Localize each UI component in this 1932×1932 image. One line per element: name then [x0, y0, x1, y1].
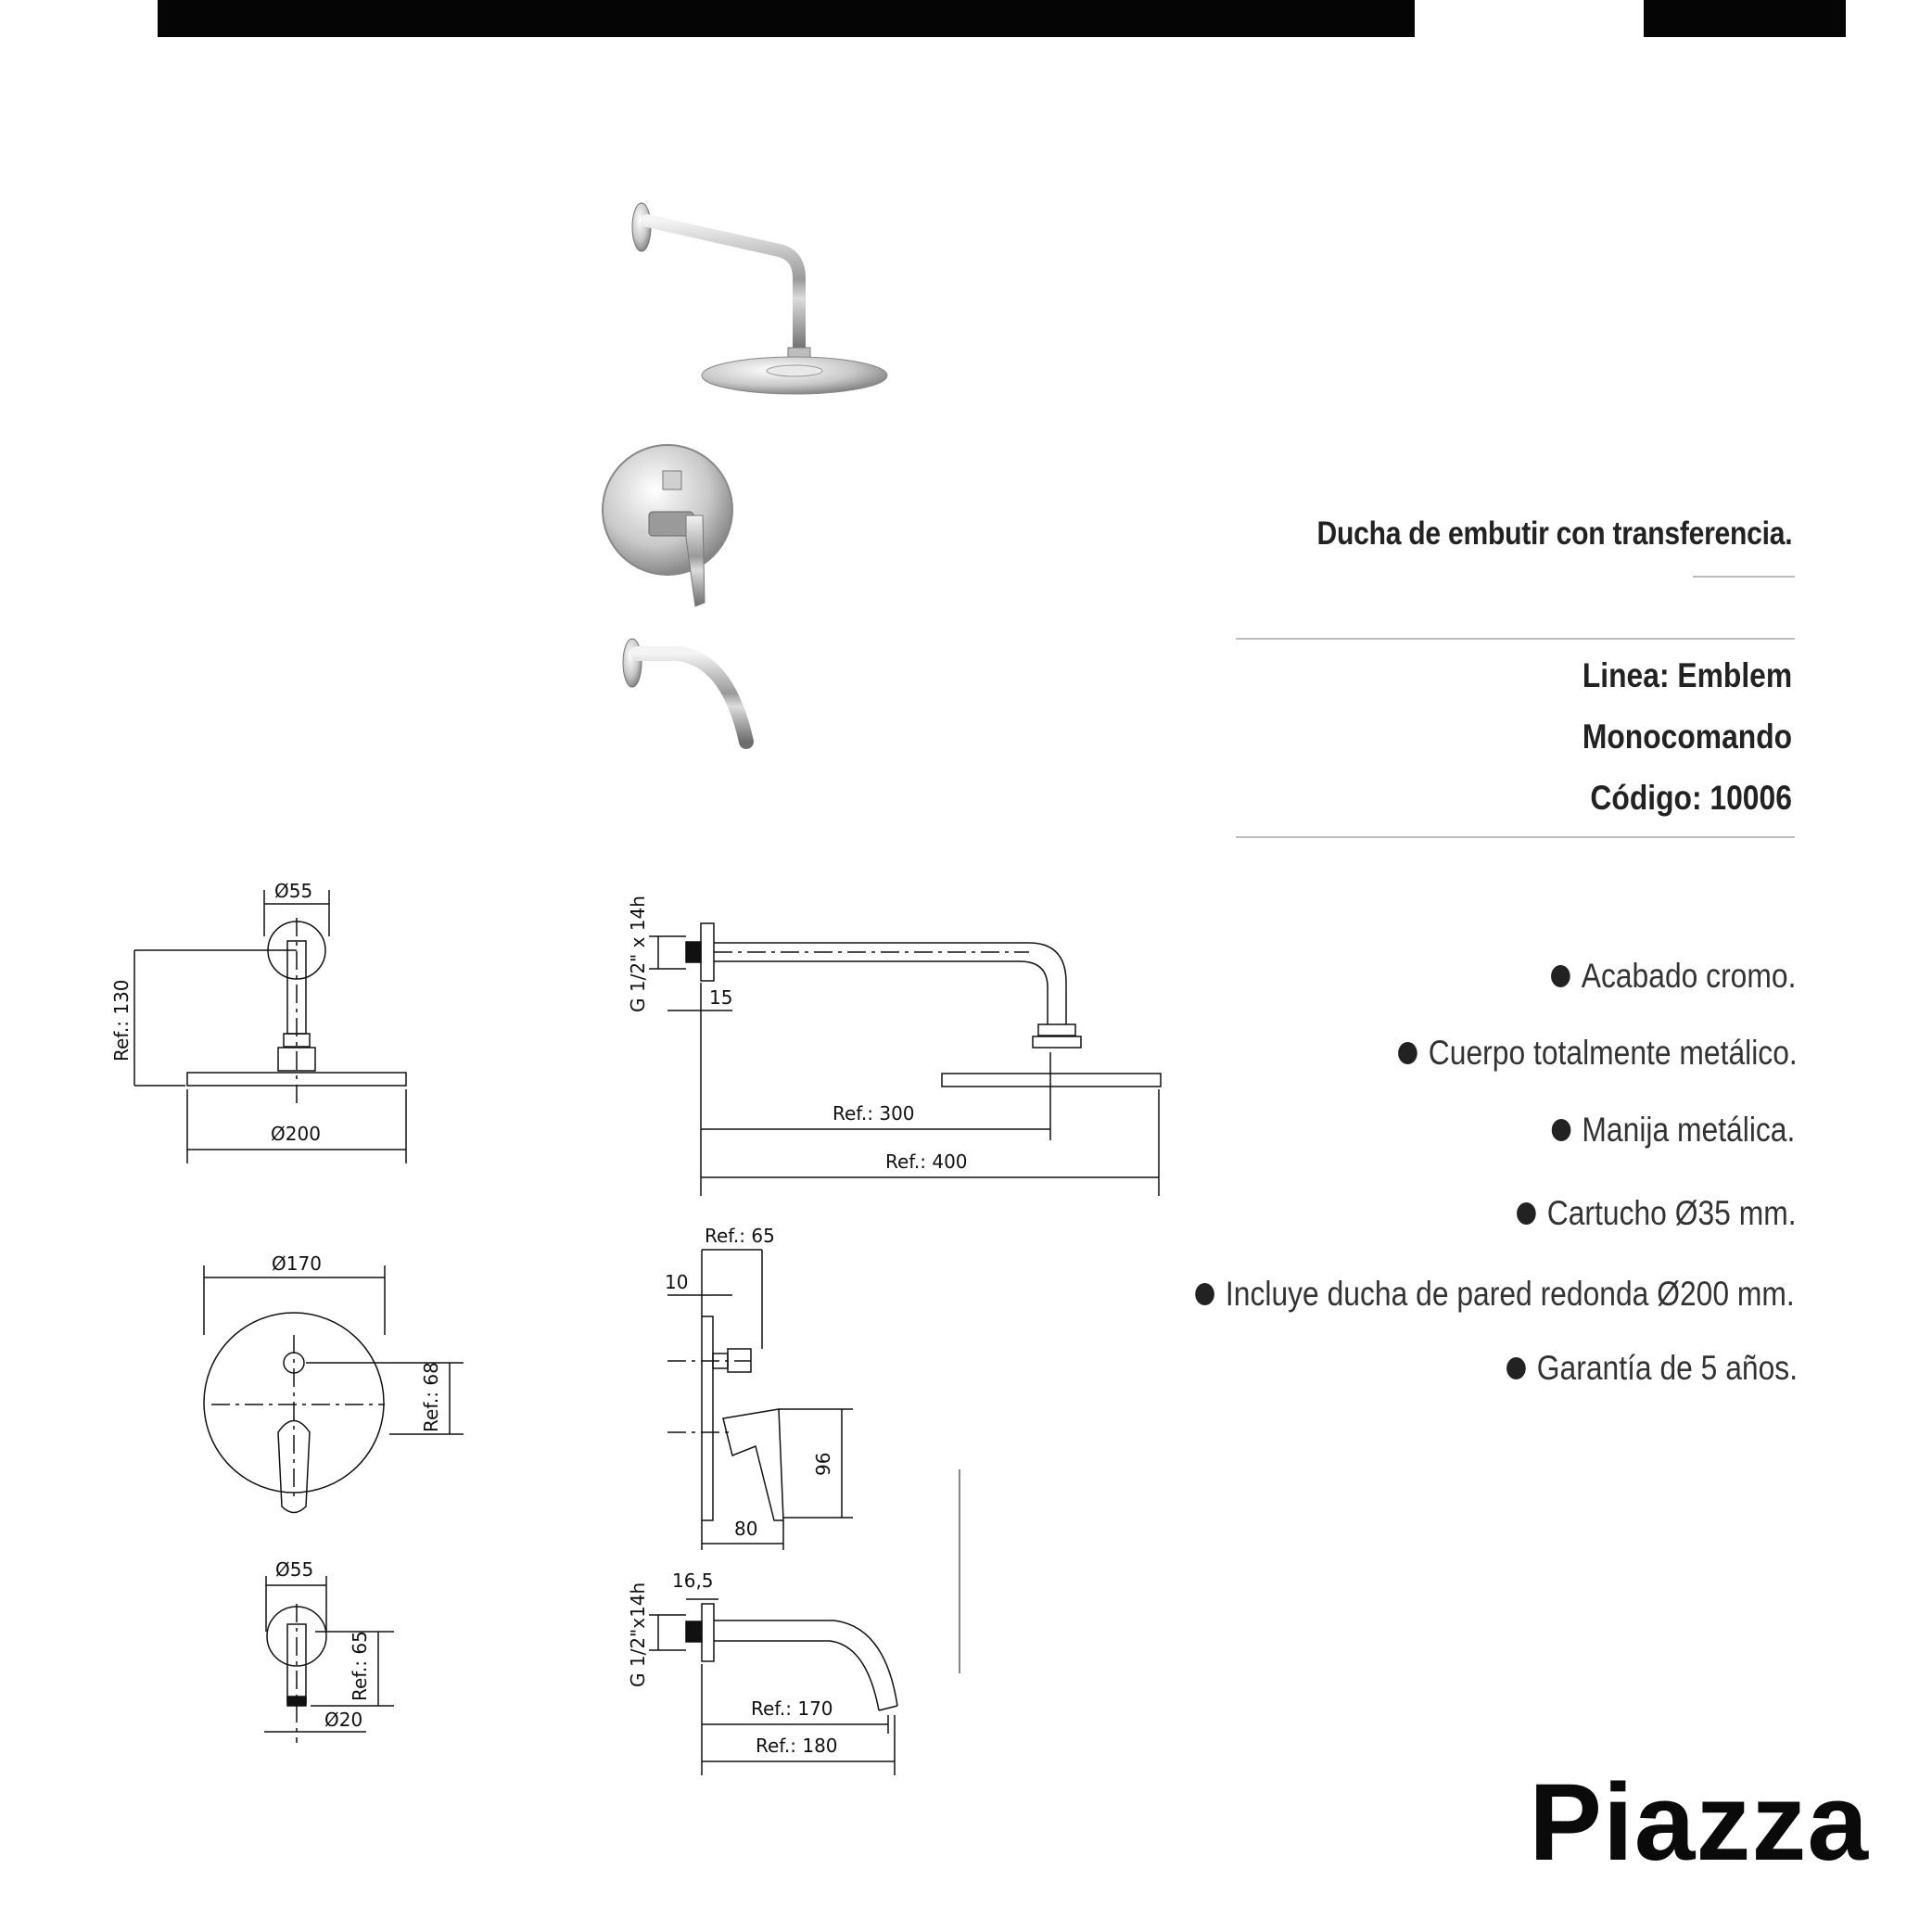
- dim-label: Ref.: 65: [705, 1225, 775, 1247]
- bullet-icon: [1551, 965, 1570, 987]
- dim-label: Ref.: 400: [885, 1150, 968, 1173]
- dim-label: Ref.: 68: [420, 1362, 442, 1432]
- bullet-icon: [1551, 1119, 1570, 1141]
- dim-label: Ref.: 300: [833, 1102, 915, 1125]
- feature-item: Manija metálica.: [1551, 1111, 1795, 1150]
- feature-item: Acabado cromo.: [1551, 957, 1796, 996]
- bullet-icon: [1518, 1202, 1537, 1225]
- dim-label: 96: [812, 1452, 834, 1476]
- divider-top: [1236, 638, 1795, 640]
- dim-label: Ø55: [274, 880, 313, 902]
- dim-label: Ref.: 170: [751, 1697, 833, 1720]
- dim-label: Ref.: 180: [756, 1735, 838, 1757]
- brand-logo: Piazza: [1529, 1761, 1869, 1884]
- divider-bottom: [1236, 836, 1795, 838]
- spec-tipo: Monocomando: [1582, 718, 1792, 756]
- feature-item: Cuerpo totalmente metálico.: [1398, 1034, 1798, 1073]
- title-underline: [1693, 576, 1795, 578]
- dim-label: 10: [665, 1271, 689, 1293]
- feature-item: Incluye ducha de pared redonda Ø200 mm.: [1196, 1275, 1795, 1314]
- product-title: Ducha de embutir con transferencia.: [1316, 515, 1792, 552]
- dim-label: 16,5: [672, 1570, 714, 1592]
- dim-label: Ø55: [275, 1558, 314, 1581]
- spec-codigo: Código: 10006: [1590, 779, 1792, 817]
- dim-label: Ø170: [272, 1252, 322, 1275]
- bullet-icon: [1506, 1357, 1526, 1379]
- feature-item: Cartucho Ø35 mm.: [1518, 1194, 1797, 1233]
- dim-label: Ø20: [324, 1709, 363, 1731]
- dim-label: G 1/2"x14h: [627, 1582, 649, 1687]
- dim-label: 15: [709, 986, 733, 1009]
- spec-linea: Linea: Emblem: [1582, 656, 1792, 694]
- dim-label: Ø200: [271, 1123, 321, 1145]
- bullet-icon: [1398, 1042, 1417, 1064]
- dim-label: Ref.: 65: [349, 1631, 371, 1701]
- feature-item: Garantía de 5 años.: [1506, 1349, 1798, 1388]
- dim-label: Ref.: 130: [110, 979, 133, 1061]
- dim-label: 80: [734, 1518, 758, 1540]
- header-bar-right: [1644, 0, 1846, 37]
- dim-label: G 1/2" x 14h: [627, 896, 649, 1012]
